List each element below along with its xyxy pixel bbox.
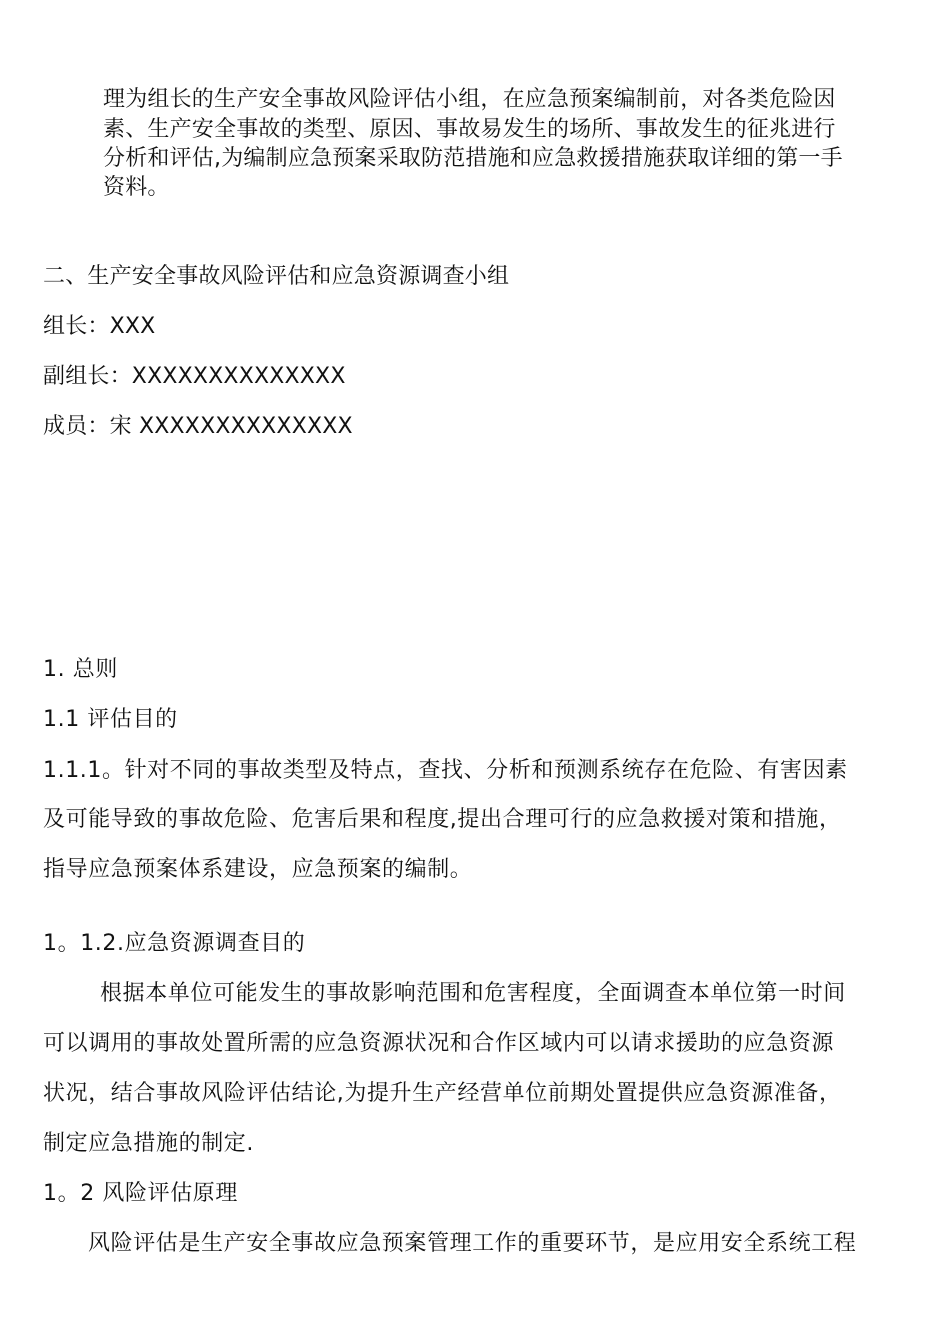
para-1-1-2-line-4: 制定应急措施的制定. (43, 1131, 254, 1156)
section-general-title: 1. 总则 (43, 657, 118, 682)
section-1-1-2-heading: 1。1.2.应急资源调查目的 (43, 931, 306, 956)
intro-line-4: 资料。 (103, 175, 170, 200)
para-1-1-2-line-2: 可以调用的事故处置所需的应急资源状况和合作区域内可以请求援助的应急资源 (43, 1031, 835, 1056)
intro-line-3: 分析和评估,为编制应急预案采取防范措施和应急救援措施获取详细的第一手 (103, 146, 843, 171)
para-1-1-2-line-1: 根据本单位可能发生的事故影响范围和危害程度，全面调查本单位第一时间 (100, 981, 846, 1006)
para-1-1-1-line-1: 1.1.1。针对不同的事故类型及特点，查找、分析和预测系统存在危险、有害因素 (43, 758, 848, 783)
para-1-2-line-1: 风险评估是生产安全事故应急预案管理工作的重要环节，是应用安全系统工程 (88, 1231, 857, 1256)
para-1-1-1-line-3: 指导应急预案体系建设，应急预案的编制。 (43, 857, 473, 882)
section-1-1-heading: 1.1 评估目的 (43, 707, 178, 732)
section-1-2-heading: 1。2 风险评估原理 (43, 1181, 238, 1206)
team-leader: 组长：XXX (43, 314, 156, 339)
para-1-1-1-line-2: 及可能导致的事故危险、危害后果和程度,提出合理可行的应急救援对策和措施， (43, 807, 842, 832)
para-1-1-2-line-3: 状况，结合事故风险评估结论,为提升生产经营单位前期处置提供应急资源准备， (43, 1081, 842, 1106)
team-members: 成员：宋 XXXXXXXXXXXXXX (43, 414, 353, 439)
team-deputy-leader: 副组长：XXXXXXXXXXXXXX (43, 364, 346, 389)
intro-line-1: 理为组长的生产安全事故风险评估小组，在应急预案编制前，对各类危险因 (103, 87, 836, 112)
team-heading: 二、生产安全事故风险评估和应急资源调查小组 (43, 264, 510, 289)
intro-line-2: 素、生产安全事故的类型、原因、事故易发生的场所、事故发生的征兆进行 (103, 117, 836, 142)
